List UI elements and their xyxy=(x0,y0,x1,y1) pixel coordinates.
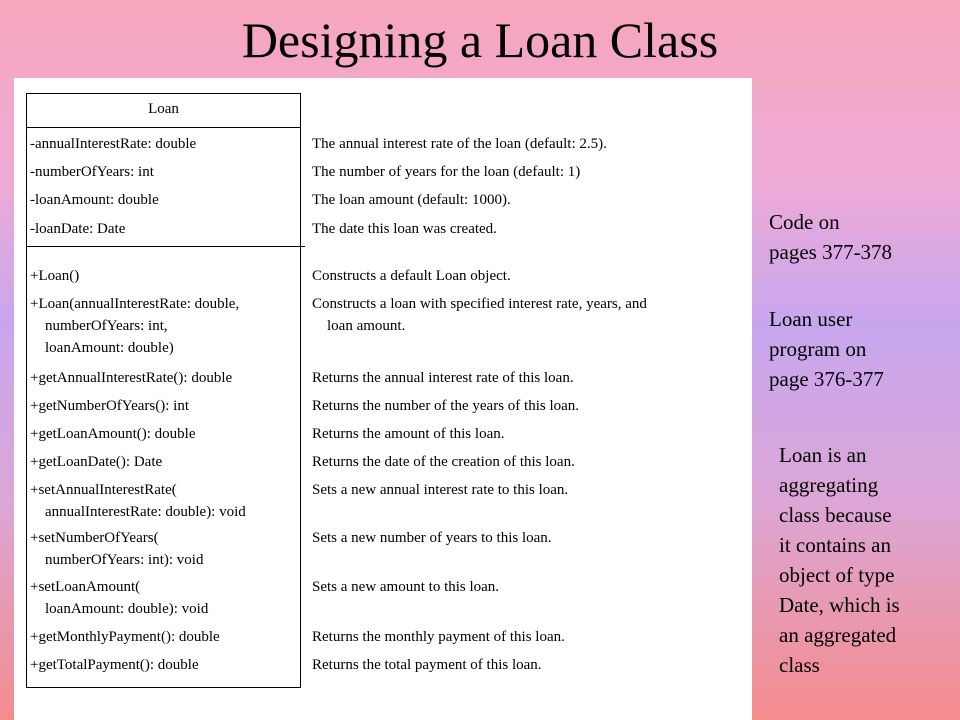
note-line: class because xyxy=(779,503,892,527)
method-description: Sets a new amount to this loan. xyxy=(312,579,500,595)
note-line: Date, which is xyxy=(779,593,900,617)
attribute-description: The annual interest rate of the loan (default: 2.5). xyxy=(312,136,607,152)
note-line: it contains an xyxy=(779,533,891,557)
method-description: Returns the number of the years of this loan. xyxy=(312,398,580,414)
uml-method: +Loan() xyxy=(30,268,80,284)
note-line: Loan is an xyxy=(779,443,867,467)
uml-method: +Loan(annualInterestRate: double, xyxy=(30,296,240,312)
uml-method: loanAmount: double) xyxy=(30,340,174,356)
uml-method: numberOfYears: int): void xyxy=(30,552,204,568)
uml-method: +getAnnualInterestRate(): double xyxy=(30,370,233,386)
note-line: class xyxy=(779,653,820,677)
attribute-description: The number of years for the loan (default: 1) xyxy=(312,164,581,180)
uml-method: +setNumberOfYears( xyxy=(30,530,159,546)
attribute-description: The loan amount (default: 1000). xyxy=(312,192,511,208)
method-description: loan amount. xyxy=(312,318,406,334)
note-line: aggregating xyxy=(779,473,879,497)
uml-method: +getMonthlyPayment(): double xyxy=(30,629,220,645)
note-line: page 376-377 xyxy=(769,367,884,391)
note-line: object of type xyxy=(779,563,895,587)
note-line: an aggregated xyxy=(779,623,897,647)
method-description: Returns the annual interest rate of this loan. xyxy=(312,370,574,386)
uml-method: numberOfYears: int, xyxy=(30,318,168,334)
note-line: Code on xyxy=(769,210,840,234)
code-pages-note xyxy=(769,207,892,267)
uml-method: +setLoanAmount( xyxy=(30,579,141,595)
method-description: Sets a new number of years to this loan. xyxy=(312,530,552,546)
method-description: Sets a new annual interest rate to this loan. xyxy=(312,482,569,498)
uml-attribute: -loanDate: Date xyxy=(30,221,126,237)
uml-method: +getLoanAmount(): double xyxy=(30,426,196,442)
method-description: Returns the amount of this loan. xyxy=(312,426,505,442)
uml-attribute: -numberOfYears: int xyxy=(30,164,154,180)
slide-title: Designing a Loan Class xyxy=(241,12,719,68)
note-line: Loan user xyxy=(769,307,853,331)
user-program-note xyxy=(769,304,884,394)
aggregation-note xyxy=(779,440,900,680)
method-description: Returns the date of the creation of this loan. xyxy=(312,454,575,470)
uml-method: loanAmount: double): void xyxy=(30,601,209,617)
method-description: Returns the monthly payment of this loan. xyxy=(312,629,565,645)
uml-method: +setAnnualInterestRate( xyxy=(30,482,177,498)
note-line: program on xyxy=(769,337,867,361)
uml-method: +getLoanDate(): Date xyxy=(30,454,163,470)
uml-attribute: -annualInterestRate: double xyxy=(30,136,197,152)
uml-method: +getTotalPayment(): double xyxy=(30,657,199,673)
uml-class-name: Loan xyxy=(27,94,300,128)
method-description: Constructs a loan with specified interest rate, years, and xyxy=(312,296,647,312)
uml-method: annualInterestRate: double): void xyxy=(30,504,246,520)
uml-method: +getNumberOfYears(): int xyxy=(30,398,189,414)
uml-section-divider xyxy=(26,246,305,247)
note-line: pages 377-378 xyxy=(769,240,893,264)
attribute-description: The date this loan was created. xyxy=(312,221,497,237)
method-description: Returns the total payment of this loan. xyxy=(312,657,542,673)
method-description: Constructs a default Loan object. xyxy=(312,268,511,284)
uml-attribute: -loanAmount: double xyxy=(30,192,159,208)
